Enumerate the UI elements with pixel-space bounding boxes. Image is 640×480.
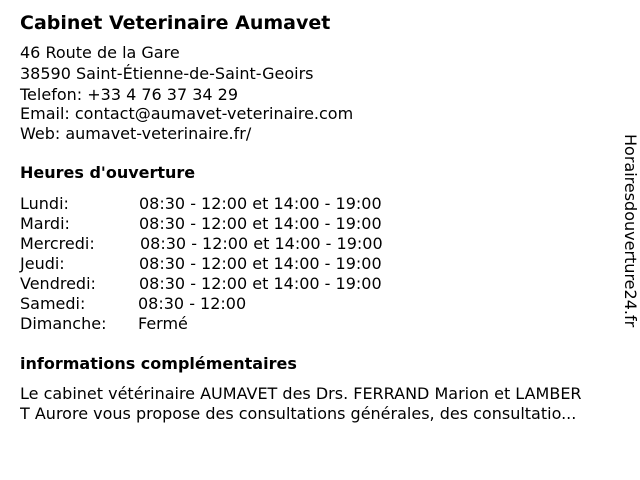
day-label: Mardi:	[20, 214, 70, 233]
day-hours: 08:30 - 12:00 et 14:00 - 19:00	[139, 194, 382, 213]
day-label: Jeudi:	[20, 254, 65, 273]
opening-hours-heading: Heures d'ouverture	[20, 163, 196, 182]
day-label: Vendredi:	[20, 274, 96, 293]
day-hours: 08:30 - 12:00 et 14:00 - 19:00	[139, 254, 382, 273]
day-hours: 08:30 - 12:00 et 14:00 - 19:00	[139, 214, 382, 233]
business-name: Cabinet Veterinaire Aumavet	[20, 12, 331, 34]
email-address: Email: contact@aumavet-veterinaire.com	[20, 104, 354, 123]
additional-info-text-line1: Le cabinet vétérinaire AUMAVET des Drs. FERRAND Marion et LAMBER	[20, 384, 582, 403]
day-hours: Fermé	[138, 314, 188, 333]
address-city: 38590 Saint-Étienne-de-Saint-Geoirs	[20, 64, 314, 83]
day-label: Dimanche:	[20, 314, 107, 333]
phone-number: Telefon: +33 4 76 37 34 29	[20, 85, 239, 104]
day-label: Samedi:	[20, 294, 86, 313]
address-street: 46 Route de la Gare	[20, 43, 180, 62]
additional-info-heading: informations complémentaires	[20, 354, 297, 373]
website: Web: aumavet-veterinaire.fr/	[20, 124, 252, 143]
day-label: Mercredi:	[20, 234, 95, 253]
day-hours: 08:30 - 12:00 et 14:00 - 19:00	[140, 234, 383, 253]
day-hours: 08:30 - 12:00 et 14:00 - 19:00	[139, 274, 382, 293]
additional-info-text-line2: T Aurore vous propose des consultations générales, des consultatio...	[20, 404, 577, 423]
day-label: Lundi:	[20, 194, 69, 213]
day-hours: 08:30 - 12:00	[138, 294, 247, 313]
watermark: Horairesdouverture24.fr	[621, 134, 640, 328]
